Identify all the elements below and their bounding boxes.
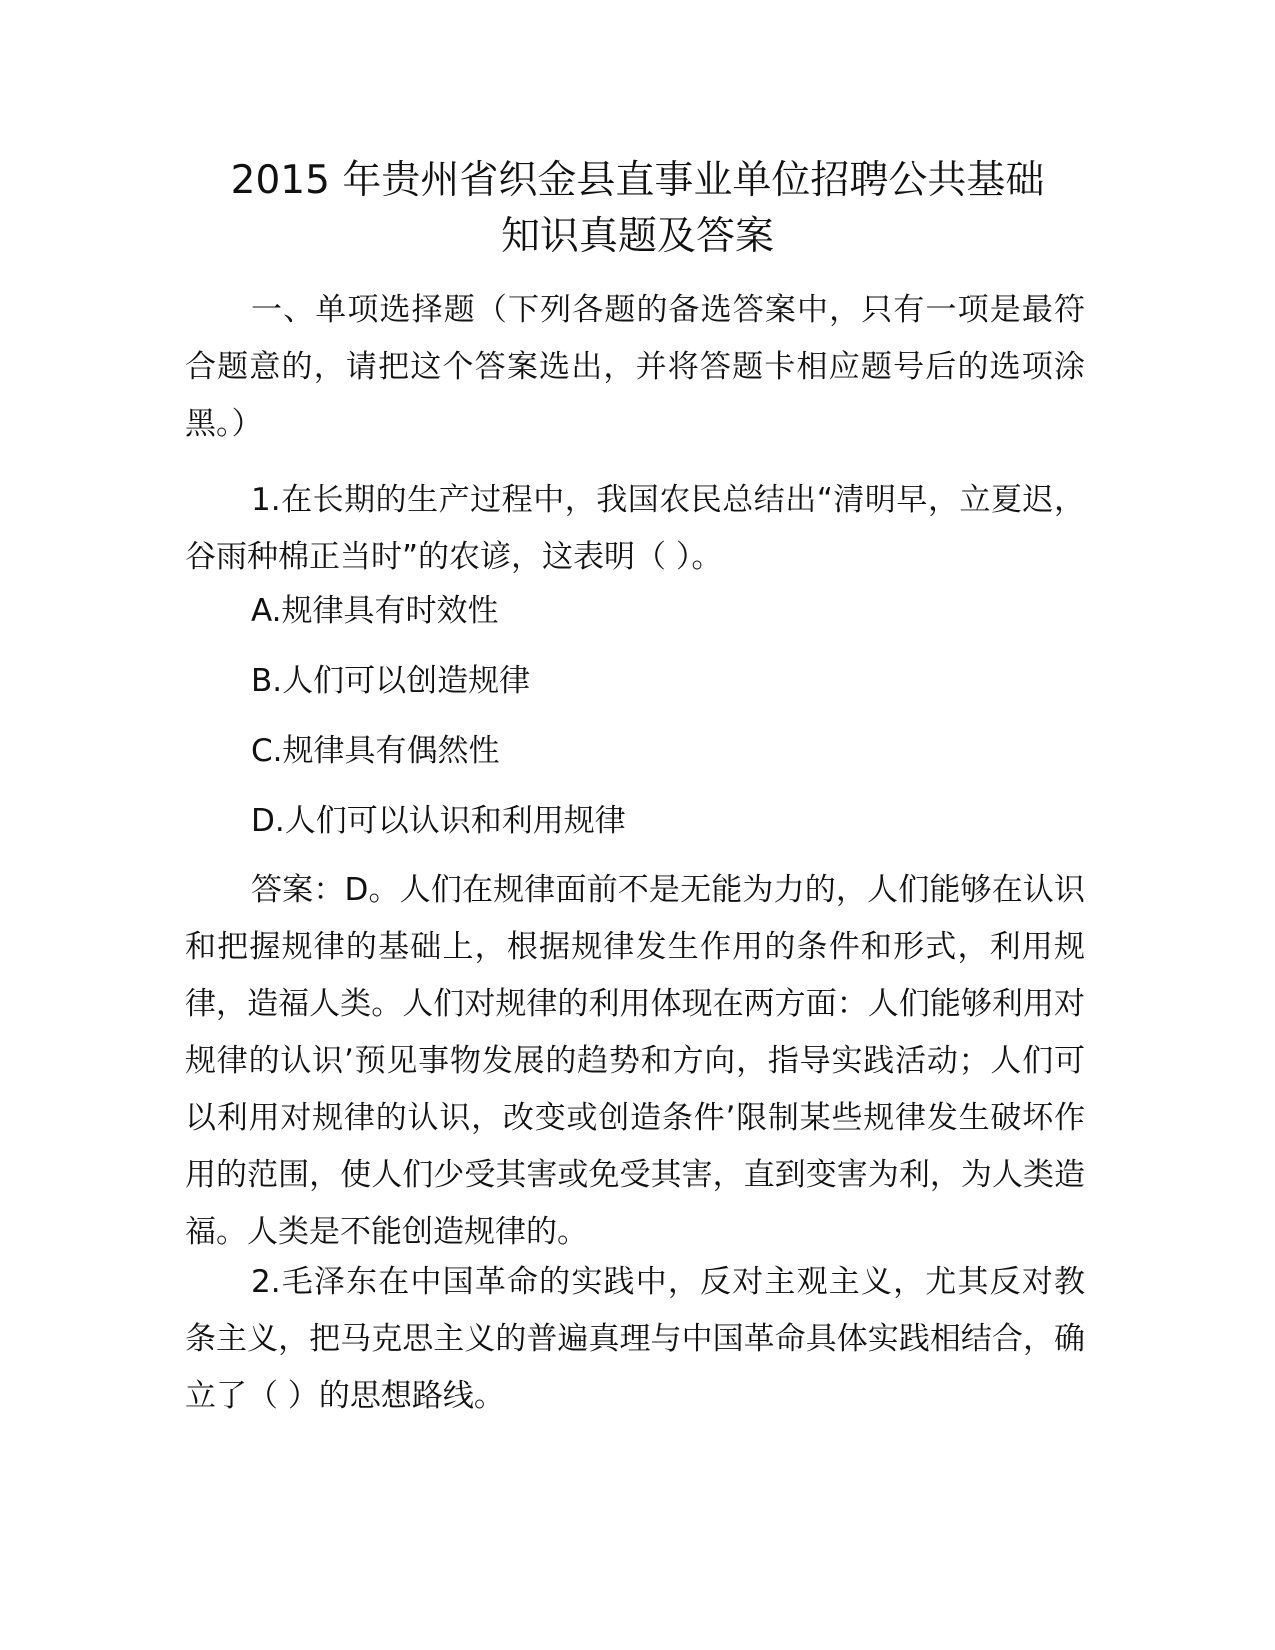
question-1-stem: 1.在长期的生产过程中，我国农民总结出“清明早，立夏迟，谷雨种棉正当时”的农谚，这表明（ ）。 (185, 482, 1085, 575)
question-1-option-d: D.人们可以认识和利用规律 (251, 803, 626, 839)
document-title-line2: 知识真题及答案 (500, 214, 774, 259)
document-title-line1: 2015 年贵州省织金县直事业单位招聘公共基础 (230, 158, 1045, 203)
question-1-option-c: C.规律具有偶然性 (251, 733, 500, 769)
question-1-option-b: B.人们可以创造规律 (251, 663, 531, 699)
question-2-stem: 2.毛泽东在中国革命的实践中，反对主观主义，尤其反对教条主义，把马克思主义的普遍真理与中国革命具体实践相结合，确立了（ ）的思想路线。 (185, 1264, 1085, 1414)
section-heading: 一、单项选择题（下列各题的备选答案中，只有一项是最符合题意的，请把这个答案选出，并将答题卡相应题号后的选项涂黑。） (185, 292, 1085, 442)
question-1-option-a: A.规律具有时效性 (251, 593, 499, 629)
question-1-answer: 答案：D。人们在规律面前不是无能为力的，人们能够在认识和把握规律的基础上，根据规律发生作用的条件和形式，利用规律，造福人类。人们对规律的利用体现在两方面：人们能够利用对规律的认识’预见事物发展的趋势和方向，指导实践活动；人们可以利用对规律的认识，改变或创造条件’限制某些规律发生破坏作用的范围，使人们少受其害或免受其害，直到变害为利，为人类造福。人类是不能创造规律的。 (185, 872, 1085, 1250)
